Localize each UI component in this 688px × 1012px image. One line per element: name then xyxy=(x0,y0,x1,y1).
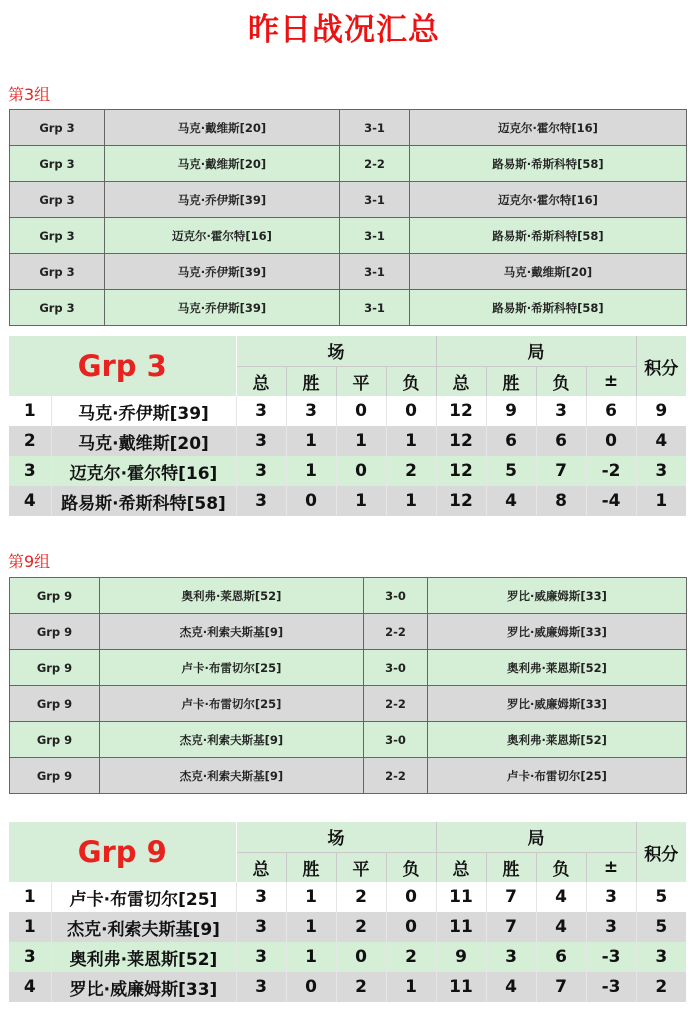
rank: 4 xyxy=(9,972,51,1002)
match-away-player: 路易斯·希斯科特[58] xyxy=(410,218,687,254)
stat-cell: 2 xyxy=(336,882,386,912)
stat-cell: 4 xyxy=(486,486,536,516)
header-frames: 局 xyxy=(436,822,636,852)
match-away-player: 路易斯·希斯科特[58] xyxy=(410,146,687,182)
stat-cell: 8 xyxy=(536,486,586,516)
stat-cell: 1 xyxy=(336,486,386,516)
subheader-matches-drawn: 平 xyxy=(336,852,386,882)
match-group: Grp 9 xyxy=(10,614,100,650)
match-score: 2-2 xyxy=(364,686,428,722)
standings-table-grp3 xyxy=(9,336,686,516)
match-score: 3-1 xyxy=(340,110,410,146)
header-matches: 场 xyxy=(236,822,436,852)
points-cell: 3 xyxy=(636,942,686,972)
stat-cell: -4 xyxy=(586,486,636,516)
header-matches: 场 xyxy=(236,336,436,366)
match-home-player: 杰克·利索夫斯基[9] xyxy=(100,722,364,758)
match-row xyxy=(10,254,687,290)
stat-cell: 12 xyxy=(436,396,486,426)
subheader-frames-won: 胜 xyxy=(486,366,536,396)
player-name: 罗比·威廉姆斯[33] xyxy=(51,972,236,1002)
stat-cell: 0 xyxy=(286,486,336,516)
matches-table-grp9 xyxy=(9,577,687,794)
stat-cell: 11 xyxy=(436,912,486,942)
rank: 1 xyxy=(9,912,51,942)
match-row xyxy=(10,686,687,722)
standings-row xyxy=(9,942,686,972)
header-points: 积分 xyxy=(636,822,686,882)
stat-cell: 12 xyxy=(436,426,486,456)
stat-cell: 3 xyxy=(586,882,636,912)
subheader-frames-lost: 负 xyxy=(536,852,586,882)
stat-cell: 7 xyxy=(536,456,586,486)
match-group: Grp 3 xyxy=(10,254,105,290)
standings-row xyxy=(9,882,686,912)
match-home-player: 卢卡·布雷切尔[25] xyxy=(100,650,364,686)
standings-row xyxy=(9,972,686,1002)
stat-cell: 7 xyxy=(536,972,586,1002)
stat-cell: 7 xyxy=(486,912,536,942)
stat-cell: 4 xyxy=(486,972,536,1002)
stat-cell: 1 xyxy=(286,912,336,942)
match-score: 2-2 xyxy=(364,614,428,650)
match-away-player: 罗比·威廉姆斯[33] xyxy=(428,614,687,650)
stat-cell: 2 xyxy=(386,456,436,486)
match-row xyxy=(10,650,687,686)
match-row xyxy=(10,182,687,218)
match-row xyxy=(10,578,687,614)
player-name: 马克·戴维斯[20] xyxy=(51,426,236,456)
match-score: 2-2 xyxy=(340,146,410,182)
rank: 3 xyxy=(9,942,51,972)
player-name: 奥利弗·莱恩斯[52] xyxy=(51,942,236,972)
stat-cell: -3 xyxy=(586,942,636,972)
stat-cell: 3 xyxy=(236,942,286,972)
subheader-matches-total: 总 xyxy=(236,852,286,882)
subheader-frames-lost: 负 xyxy=(536,366,586,396)
group-label-9: 第9组 xyxy=(8,552,51,571)
match-row xyxy=(10,146,687,182)
match-row xyxy=(10,218,687,254)
stat-cell: 1 xyxy=(286,456,336,486)
stat-cell: 2 xyxy=(336,912,386,942)
page-title: 昨日战况汇总 xyxy=(248,12,440,48)
match-home-player: 马克·戴维斯[20] xyxy=(105,110,340,146)
match-away-player: 奥利弗·莱恩斯[52] xyxy=(428,650,687,686)
match-row xyxy=(10,290,687,326)
standings-table-grp9 xyxy=(9,822,686,1002)
stat-cell: 12 xyxy=(436,486,486,516)
subheader-matches-drawn: 平 xyxy=(336,366,386,396)
match-away-player: 路易斯·希斯科特[58] xyxy=(410,290,687,326)
match-group: Grp 3 xyxy=(10,110,105,146)
rank: 1 xyxy=(9,396,51,426)
stat-cell: 5 xyxy=(486,456,536,486)
stat-cell: 3 xyxy=(236,882,286,912)
match-home-player: 杰克·利索夫斯基[9] xyxy=(100,758,364,794)
match-away-player: 马克·戴维斯[20] xyxy=(410,254,687,290)
match-group: Grp 3 xyxy=(10,182,105,218)
standings-row xyxy=(9,396,686,426)
match-home-player: 杰克·利索夫斯基[9] xyxy=(100,614,364,650)
match-row xyxy=(10,614,687,650)
match-score: 3-1 xyxy=(340,290,410,326)
match-home-player: 迈克尔·霍尔特[16] xyxy=(105,218,340,254)
match-away-player: 奥利弗·莱恩斯[52] xyxy=(428,722,687,758)
match-away-player: 迈克尔·霍尔特[16] xyxy=(410,182,687,218)
stat-cell: 0 xyxy=(336,456,386,486)
match-score: 3-0 xyxy=(364,650,428,686)
player-name: 杰克·利索夫斯基[9] xyxy=(51,912,236,942)
subheader-matches-total: 总 xyxy=(236,366,286,396)
points-cell: 5 xyxy=(636,912,686,942)
subheader-frames-total: 总 xyxy=(436,852,486,882)
stat-cell: 3 xyxy=(236,486,286,516)
match-score: 3-1 xyxy=(340,182,410,218)
match-group: Grp 9 xyxy=(10,686,100,722)
stat-cell: 0 xyxy=(386,396,436,426)
stat-cell: 12 xyxy=(436,456,486,486)
match-group: Grp 9 xyxy=(10,578,100,614)
stat-cell: 3 xyxy=(536,396,586,426)
standings-row xyxy=(9,486,686,516)
stat-cell: 1 xyxy=(386,426,436,456)
match-group: Grp 9 xyxy=(10,758,100,794)
match-row xyxy=(10,110,687,146)
match-home-player: 马克·乔伊斯[39] xyxy=(105,290,340,326)
match-away-player: 罗比·威廉姆斯[33] xyxy=(428,578,687,614)
match-score: 3-0 xyxy=(364,578,428,614)
match-group: Grp 9 xyxy=(10,650,100,686)
rank: 2 xyxy=(9,426,51,456)
match-row xyxy=(10,722,687,758)
stat-cell: 0 xyxy=(336,942,386,972)
stat-cell: 3 xyxy=(236,426,286,456)
matches-table-grp3 xyxy=(9,109,687,326)
standings-row xyxy=(9,456,686,486)
stat-cell: 0 xyxy=(586,426,636,456)
points-cell: 2 xyxy=(636,972,686,1002)
rank: 3 xyxy=(9,456,51,486)
points-cell: 3 xyxy=(636,456,686,486)
match-away-player: 迈克尔·霍尔特[16] xyxy=(410,110,687,146)
stat-cell: 6 xyxy=(536,942,586,972)
stat-cell: 11 xyxy=(436,972,486,1002)
stat-cell: 3 xyxy=(236,396,286,426)
match-score: 3-1 xyxy=(340,218,410,254)
header-points: 积分 xyxy=(636,336,686,396)
match-group: Grp 3 xyxy=(10,218,105,254)
stat-cell: 7 xyxy=(486,882,536,912)
subheader-frames-diff: ± xyxy=(586,852,636,882)
match-score: 3-1 xyxy=(340,254,410,290)
match-home-player: 卢卡·布雷切尔[25] xyxy=(100,686,364,722)
standings-row xyxy=(9,426,686,456)
stat-cell: 0 xyxy=(386,912,436,942)
subheader-matches-won: 胜 xyxy=(286,852,336,882)
stat-cell: 1 xyxy=(286,882,336,912)
stat-cell: -2 xyxy=(586,456,636,486)
match-group: Grp 3 xyxy=(10,146,105,182)
rank: 4 xyxy=(9,486,51,516)
match-row xyxy=(10,758,687,794)
match-home-player: 马克·乔伊斯[39] xyxy=(105,254,340,290)
stat-cell: 1 xyxy=(286,426,336,456)
stat-cell: 6 xyxy=(586,396,636,426)
stat-cell: 3 xyxy=(236,456,286,486)
stat-cell: 11 xyxy=(436,882,486,912)
stat-cell: 1 xyxy=(386,972,436,1002)
points-cell: 1 xyxy=(636,486,686,516)
stat-cell: 3 xyxy=(486,942,536,972)
subheader-matches-lost: 负 xyxy=(386,366,436,396)
subheader-matches-won: 胜 xyxy=(286,366,336,396)
stat-cell: 3 xyxy=(236,972,286,1002)
stat-cell: 6 xyxy=(536,426,586,456)
subheader-frames-total: 总 xyxy=(436,366,486,396)
match-home-player: 奥利弗·莱恩斯[52] xyxy=(100,578,364,614)
player-name: 路易斯·希斯科特[58] xyxy=(51,486,236,516)
stat-cell: 9 xyxy=(486,396,536,426)
match-score: 3-0 xyxy=(364,722,428,758)
stat-cell: 1 xyxy=(336,426,386,456)
stat-cell: 6 xyxy=(486,426,536,456)
stat-cell: 2 xyxy=(336,972,386,1002)
stat-cell: -3 xyxy=(586,972,636,1002)
points-cell: 4 xyxy=(636,426,686,456)
stat-cell: 3 xyxy=(236,912,286,942)
stat-cell: 2 xyxy=(386,942,436,972)
subheader-frames-won: 胜 xyxy=(486,852,536,882)
stat-cell: 4 xyxy=(536,882,586,912)
stat-cell: 3 xyxy=(586,912,636,942)
group-label-3: 第3组 xyxy=(8,85,51,104)
points-cell: 9 xyxy=(636,396,686,426)
stat-cell: 1 xyxy=(386,486,436,516)
match-away-player: 卢卡·布雷切尔[25] xyxy=(428,758,687,794)
match-home-player: 马克·乔伊斯[39] xyxy=(105,182,340,218)
standings-group-title: Grp 9 xyxy=(9,822,236,882)
match-away-player: 罗比·威廉姆斯[33] xyxy=(428,686,687,722)
stat-cell: 0 xyxy=(336,396,386,426)
stat-cell: 4 xyxy=(536,912,586,942)
subheader-frames-diff: ± xyxy=(586,366,636,396)
match-group: Grp 3 xyxy=(10,290,105,326)
stat-cell: 3 xyxy=(286,396,336,426)
player-name: 马克·乔伊斯[39] xyxy=(51,396,236,426)
subheader-matches-lost: 负 xyxy=(386,852,436,882)
player-name: 卢卡·布雷切尔[25] xyxy=(51,882,236,912)
rank: 1 xyxy=(9,882,51,912)
standings-row xyxy=(9,912,686,942)
match-home-player: 马克·戴维斯[20] xyxy=(105,146,340,182)
match-score: 2-2 xyxy=(364,758,428,794)
player-name: 迈克尔·霍尔特[16] xyxy=(51,456,236,486)
stat-cell: 9 xyxy=(436,942,486,972)
stat-cell: 1 xyxy=(286,942,336,972)
header-frames: 局 xyxy=(436,336,636,366)
standings-group-title: Grp 3 xyxy=(9,336,236,396)
points-cell: 5 xyxy=(636,882,686,912)
stat-cell: 0 xyxy=(386,882,436,912)
match-group: Grp 9 xyxy=(10,722,100,758)
stat-cell: 0 xyxy=(286,972,336,1002)
